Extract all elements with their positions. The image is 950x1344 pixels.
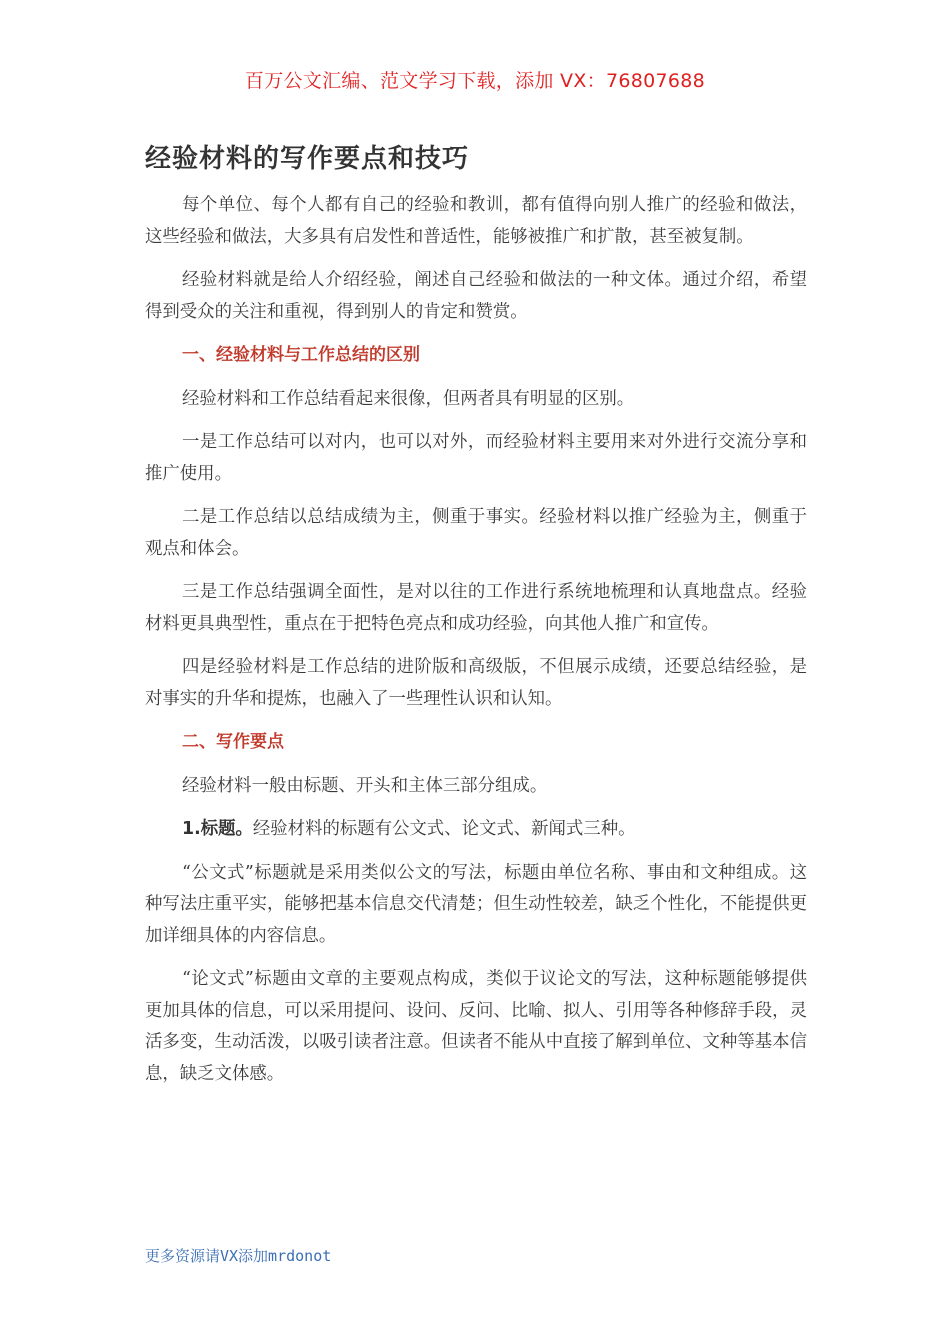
document-body	[145, 190, 807, 1102]
paragraph-essay-style: “论文式”标题由文章的主要观点构成，类似于议论文的写法，这种标题能够提供更加具体的信息，可以采用提问、设问、反问、比喻、拟人、引用等各种修辞手段，灵活多变，生动活泼，以吸引读者注意。但读者不能从中直接了解到单位、文种等基本信息，缺乏文体感。	[145, 969, 807, 1084]
paragraph-structure: 经验材料一般由标题、开头和主体三部分组成。	[182, 775, 548, 796]
section-heading-2: 二、写作要点	[182, 732, 284, 752]
document-title: 经验材料的写作要点和技巧	[145, 144, 470, 174]
paragraph-difference-2: 二是工作总结以总结成绩为主，侧重于事实。经验材料以推广经验为主，侧重于观点和体会。	[145, 507, 807, 559]
footer-note: 更多资源请VX添加mrdonot	[145, 1247, 332, 1265]
paragraph-intro-2: 经验材料就是给人介绍经验，阐述自己经验和做法的一种文体。通过介绍，希望得到受众的关注和重视，得到别人的肯定和赞赏。	[145, 270, 807, 322]
header-banner: 百万公文汇编、范文学习下载，添加 VX：76807688	[244, 70, 706, 92]
paragraph-lead-text: 经验材料的标题有公文式、论文式、新闻式三种。	[252, 819, 636, 839]
paragraph-difference-1: 一是工作总结可以对内，也可以对外，而经验材料主要用来对外进行交流分享和推广使用。	[145, 432, 807, 484]
paragraph-difference-intro: 经验材料和工作总结看起来很像，但两者具有明显的区别。	[182, 388, 635, 409]
paragraph-official-style: “公文式”标题就是采用类似公文的写法，标题由单位名称、事由和文种组成。这种写法庄重平实，能够把基本信息交代清楚；但生动性较差，缺乏个性化，不能提供更加详细具体的内容信息。	[145, 862, 807, 946]
paragraph-difference-3: 三是工作总结强调全面性，是对以往的工作进行系统地梳理和认真地盘点。经验材料更具典型性，重点在于把特色亮点和成功经验，向其他人推广和宣传。	[145, 582, 807, 634]
paragraph-title-types	[145, 814, 807, 846]
section-heading-1: 一、经验材料与工作总结的区别	[182, 345, 420, 365]
paragraph-lead-label: 1.标题。	[182, 819, 253, 839]
paragraph-intro-1: 每个单位、每个人都有自己的经验和教训，都有值得向别人推广的经验和做法，这些经验和做法，大多具有启发性和普适性，能够被推广和扩散，甚至被复制。	[145, 195, 807, 247]
paragraph-difference-4: 四是经验材料是工作总结的进阶版和高级版，不但展示成绩，还要总结经验，是对事实的升华和提炼，也融入了一些理性认识和认知。	[145, 657, 807, 709]
